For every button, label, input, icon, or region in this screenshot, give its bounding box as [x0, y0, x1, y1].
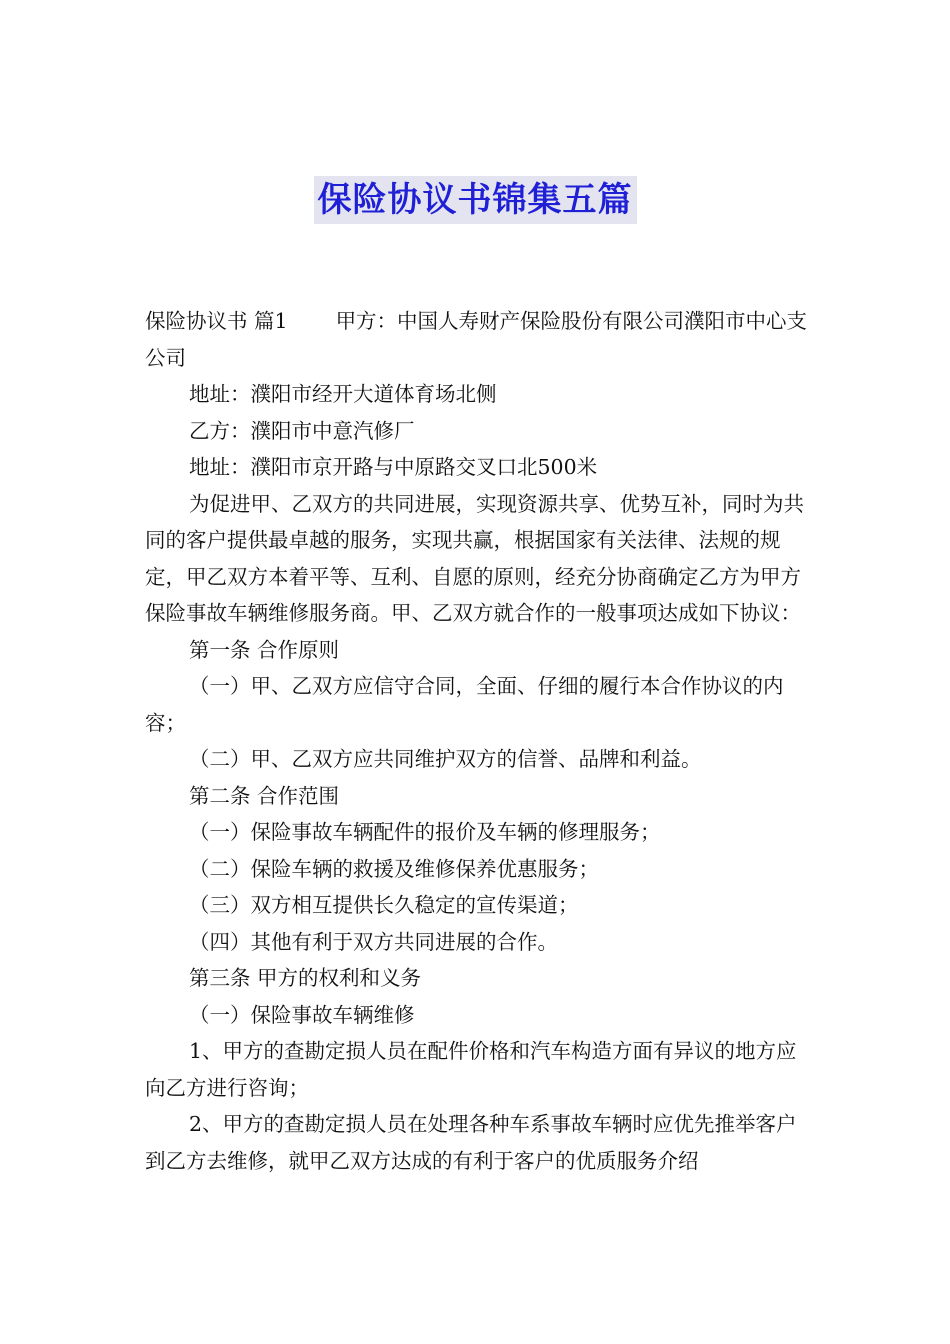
- article2-item3: （三）双方相互提供长久稳定的宣传渠道；: [189, 893, 579, 917]
- document-title: 保险协议书锦集五篇: [314, 176, 637, 224]
- party-a-address: 地址：濮阳市经开大道体育场北侧: [189, 382, 497, 406]
- intro-paragraph: 为促进甲、乙双方的共同进展，实现资源共享、优势互补，同时为共同的客户提供最卓越的服务，实现共赢，根据国家有关法律、法规的规定，甲乙双方本着平等、互利、自愿的原则，经充分协商确定乙方为甲方保险事故车辆维修服务商。甲、乙双方就合作的一般事项达成如下协议：: [145, 491, 804, 625]
- document-body: [145, 303, 810, 1179]
- article3-heading: 第三条 甲方的权利和义务: [189, 966, 422, 990]
- article3-point1: 1、甲方的查勘定损人员在配件价格和汽车构造方面有异议的地方应向乙方进行咨询；: [145, 1039, 797, 1100]
- article2-heading: 第二条 合作范围: [189, 783, 340, 808]
- article3-sub1: （一）保险事故车辆维修: [189, 1002, 415, 1027]
- party-b-address: 地址：濮阳市京开路与中原路交叉口北500米: [189, 455, 598, 479]
- opening-paragraph: [145, 303, 810, 376]
- article3-point2: 2、甲方的查勘定损人员在处理各种车系事故车辆时应优先推举客户到乙方去维修，就甲乙双方达成的有利于客户的优质服务介绍: [145, 1112, 797, 1173]
- section-label: 保险协议书 篇1: [145, 309, 288, 333]
- article2-item1: （一）保险事故车辆配件的报价及车辆的修理服务；: [189, 820, 661, 844]
- article1-item1: （一）甲、乙双方应信守合同，全面、仔细的履行本合作协议的内容；: [145, 674, 784, 735]
- article1-heading: 第一条 合作原则: [189, 637, 340, 662]
- article2-item4: （四）其他有利于双方共同进展的合作。: [189, 929, 558, 954]
- title-container: [0, 176, 950, 224]
- party-a-text: 甲方：中国人寿财产保险股份有限公司濮阳市中心支公司: [145, 309, 808, 370]
- party-b: 乙方：濮阳市中意汽修厂: [189, 418, 415, 443]
- article1-item2: （二）甲、乙双方应共同维护双方的信誉、品牌和利益。: [189, 747, 702, 771]
- article2-item2: （二）保险车辆的救援及维修保养优惠服务；: [189, 856, 599, 881]
